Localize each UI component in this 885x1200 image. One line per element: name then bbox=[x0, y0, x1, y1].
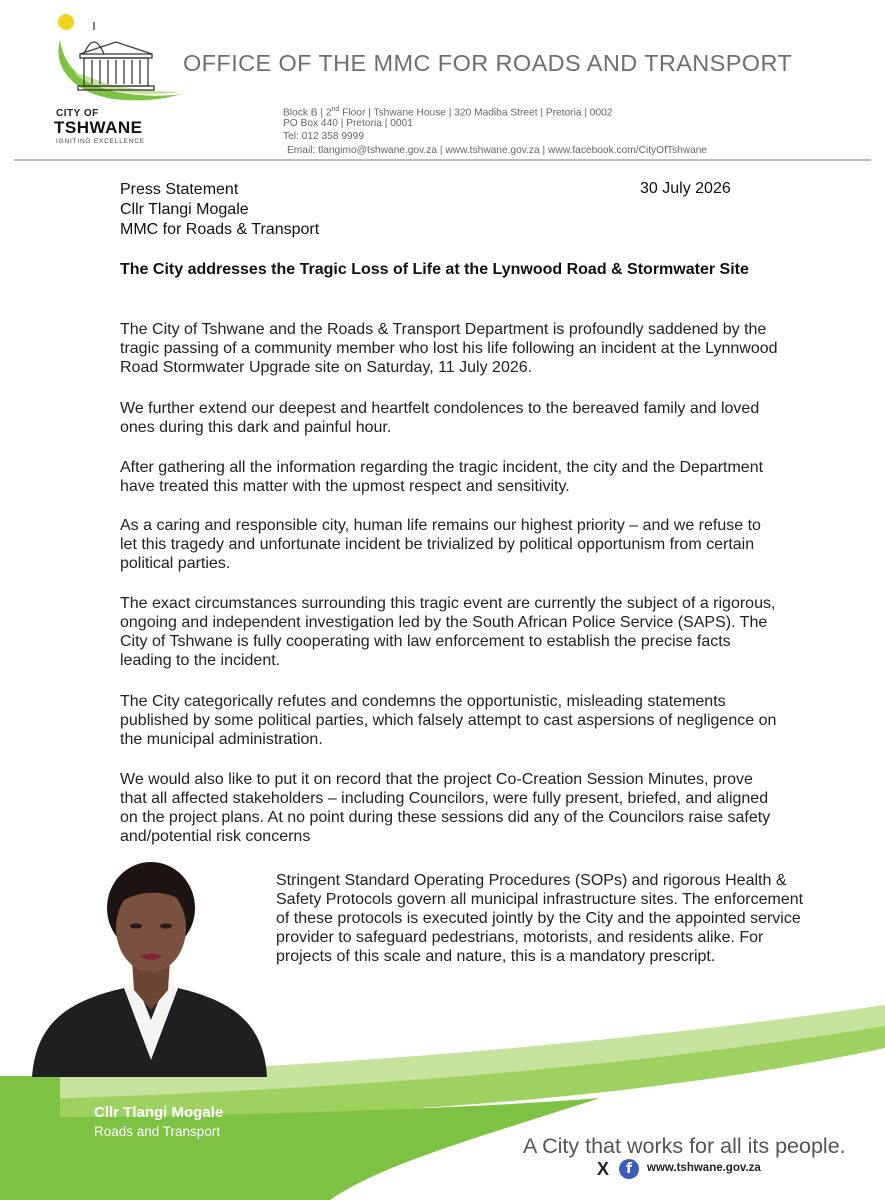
paragraph-2: We further extend our deepest and heartfelt condolences to the bereaved family and loved ones during this dark and painful hour. bbox=[120, 400, 760, 436]
address-line-1-superscript: nd bbox=[331, 106, 340, 113]
logo-tagline: IGNITING EXCELLENCE bbox=[56, 138, 145, 145]
address-line-3: Tel: 012 358 9999 bbox=[283, 131, 365, 142]
city-of-tshwane-logo bbox=[44, 12, 184, 145]
paragraph-4: As a caring and responsible city, human life remains our highest priority – and we refuse to let this tragedy and unfortunate incident be trivialized by political opportunism from certain political parties. bbox=[120, 517, 761, 572]
address-line-2: PO Box 440 | Pretoria | 0001 bbox=[283, 118, 413, 129]
office-title: OFFICE OF THE MMC FOR ROADS AND TRANSPORT bbox=[183, 50, 793, 76]
logo-emblem bbox=[44, 12, 184, 112]
statement-heading: The City addresses the Tragic Loss of Life at the Lynwood Road & Stormwater Site bbox=[120, 261, 749, 278]
statement-author: Cllr Tlangi Mogale bbox=[120, 201, 249, 218]
paragraph-6: The City categorically refutes and condemns the opportunistic, misleading statements published by some political parties, which falsely attempt to cast aspersions of negligence on the municipal administration. bbox=[120, 693, 777, 748]
header-divider bbox=[14, 159, 871, 161]
mmc-portrait bbox=[32, 860, 267, 1077]
city-slogan: A City that works for all its people. bbox=[523, 1134, 846, 1158]
address-line-4: Email: tlangimo@tshwane.gov.za | www.tshwane.gov.za | www.facebook.com/CityOfTshwane bbox=[287, 145, 708, 156]
paragraph-1: The City of Tshwane and the Roads & Transport Department is profoundly saddened by the tragic passing of a community member who lost his life following an incident at the Lynnwood Road Stormwater Upgrade site on Saturday, 11 July 2026. bbox=[120, 321, 778, 376]
x-icon[interactable]: X bbox=[597, 1159, 610, 1179]
paragraph-7: We would also like to put it on record that the project Co-Creation Session Minutes, prove that all affected stakeholders – including Councilors, were fully present, briefed, and aligned on the project plans. At no point during these sessions did any of the Councilors raise safety and/potential risk concerns bbox=[120, 771, 771, 845]
statement-meta bbox=[120, 180, 319, 240]
signatory-role: Roads and Transport bbox=[94, 1124, 221, 1139]
signatory-name: Cllr Tlangi Mogale bbox=[94, 1104, 224, 1121]
facebook-icon[interactable]: f bbox=[619, 1159, 639, 1179]
logo-name-text: TSHWANE bbox=[54, 118, 143, 137]
address-line-1-part-b: Floor | Tshwane House | 320 Madiba Street | Pretoria | 0002 bbox=[339, 107, 613, 119]
statement-date: 30 July 2026 bbox=[640, 180, 731, 197]
logo-sun bbox=[58, 14, 74, 30]
website-link[interactable]: www.tshwane.gov.za bbox=[647, 1162, 761, 1174]
address-line-1 bbox=[283, 106, 612, 118]
statement-type: Press Statement bbox=[120, 181, 239, 198]
statement-author-title: MMC for Roads & Transport bbox=[120, 221, 320, 238]
paragraph-5: The exact circumstances surrounding this tragic event are currently the subject of a rigorous, ongoing and independent investigation led by the South African Police Service (SAPS). The City of Tshwane is fully cooperating with law enforcement to establish the precise facts leading to the incident. bbox=[120, 595, 776, 669]
logo-city-text: CITY OF bbox=[56, 108, 99, 119]
paragraph-8: Stringent Standard Operating Procedures (SOPs) and rigorous Health & Safety Protocols govern all municipal infrastructure sites. The enforcement of these protocols is executed jointly by the City and the appointed service provider to safeguard pedestrians, motorists, and residents alike. For projects of this scale and nature, this is a mandatory prescript. bbox=[276, 872, 804, 965]
address-line-1-part-a: Block B | 2 bbox=[283, 107, 332, 119]
paragraph-3: After gathering all the information regarding the tragic incident, the city and the Department have treated this matter with the upmost respect and sensitivity. bbox=[120, 459, 764, 495]
